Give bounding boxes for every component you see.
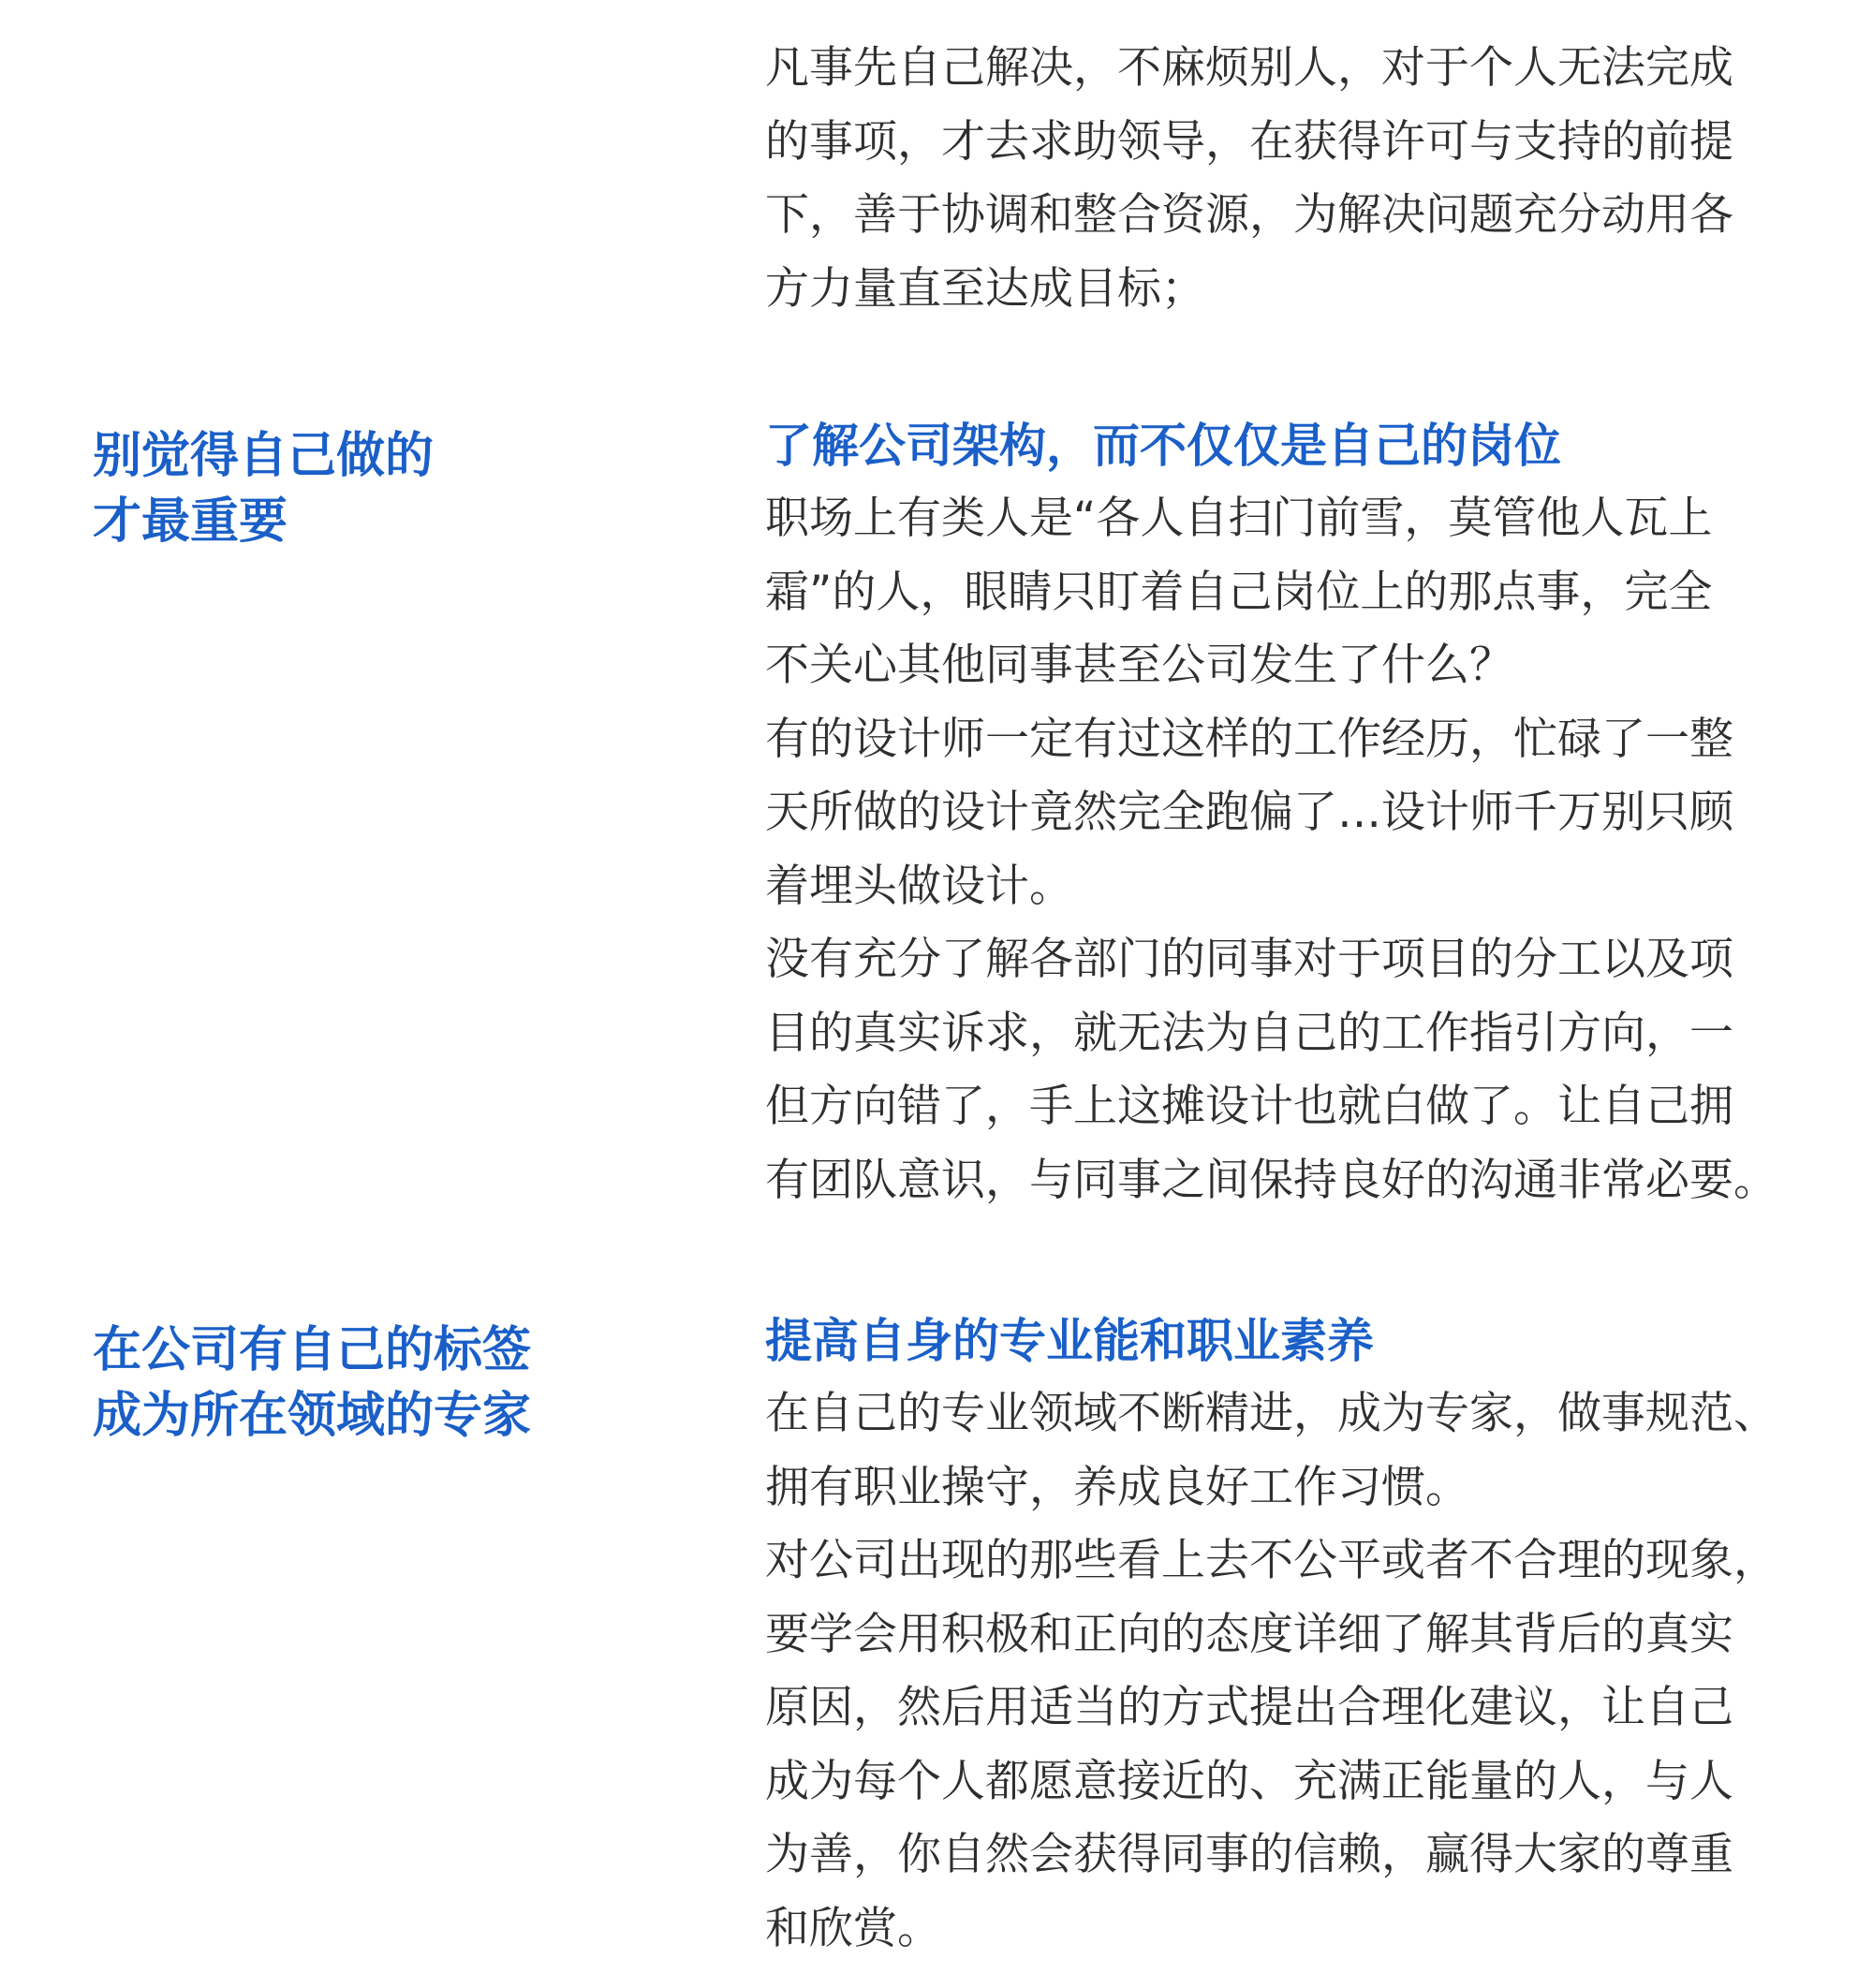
paragraph-line: 成为每个人都愿意接近的、充满正能量的人，与人 [765,1755,1733,1807]
paragraph-line: 有的设计师一定有过这样的工作经历，忙碌了一整 [765,713,1733,765]
paragraph-line: 为善，你自然会获得同事的信赖，赢得大家的尊重 [765,1829,1733,1880]
paragraph-line: 和欣赏。 [765,1902,941,1954]
side-heading-line: 在公司有自己的标签 [93,1322,532,1378]
paragraph-line: 的事项，才去求助领导，在获得许可与支持的前提 [765,115,1733,168]
section-2-heading: 提高自身的专业能和职业素养 [765,1314,1374,1368]
paragraph-line: 有团队意识，与同事之间保持良好的沟通非常必要。 [765,1154,1777,1206]
paragraph-line: 没有充分了解各部门的同事对于项目的分工以及项 [765,934,1733,985]
paragraph-line: 凡事先自己解决，不麻烦别人，对于个人无法完成 [765,42,1733,94]
paragraph-line: 方力量直至达成目标； [765,262,1205,315]
section-1-heading: 了解公司架构，而不仅仅是自己的岗位 [765,419,1561,473]
paragraph-line: 霜”的人，眼睛只盯着自己岗位上的那点事，完全 [765,566,1713,618]
side-heading-line: 成为所在领域的专家 [93,1388,532,1444]
paragraph-line: 职场上有类人是“各人自扫门前雪，莫管他人瓦上 [765,493,1713,544]
side-heading-line: 别觉得自己做的 [93,428,435,484]
side-heading-line: 才最重要 [93,493,288,550]
section-1-content [765,409,1814,1217]
paragraph-line: 原因，然后用适当的方式提出合理化建议，让自己 [765,1682,1733,1733]
paragraph-line: 在自己的专业领域不断精进，成为专家，做事规范、 [765,1388,1777,1439]
section-2-content [765,1304,1814,1966]
paragraph-line: 要学会用积极和正向的态度详细了解其背后的真实 [765,1608,1733,1660]
section-2-side-heading [93,1318,692,1449]
paragraph-line: 对公司出现的那些看上去不公平或者不合理的现象， [765,1535,1777,1586]
section-1-side-heading [93,423,692,554]
paragraph-line: 着埋头做设计。 [765,860,1073,912]
paragraph-line: 天所做的设计竟然完全跑偏了…设计师千万别只顾 [765,787,1733,838]
paragraph-line: 下，善于协调和整合资源，为解决问题充分动用各 [765,189,1733,241]
paragraph-line: 目的真实诉求，就无法为自己的工作指引方向，一 [765,1007,1733,1059]
paragraph-line: 拥有职业操守，养成良好工作习惯。 [765,1461,1469,1513]
paragraph-line: 但方向错了，手上这摊设计也就白做了。让自己拥 [765,1081,1733,1132]
intro-paragraph [765,32,1814,326]
paragraph-line: 不关心其他同事甚至公司发生了什么？ [765,640,1513,691]
